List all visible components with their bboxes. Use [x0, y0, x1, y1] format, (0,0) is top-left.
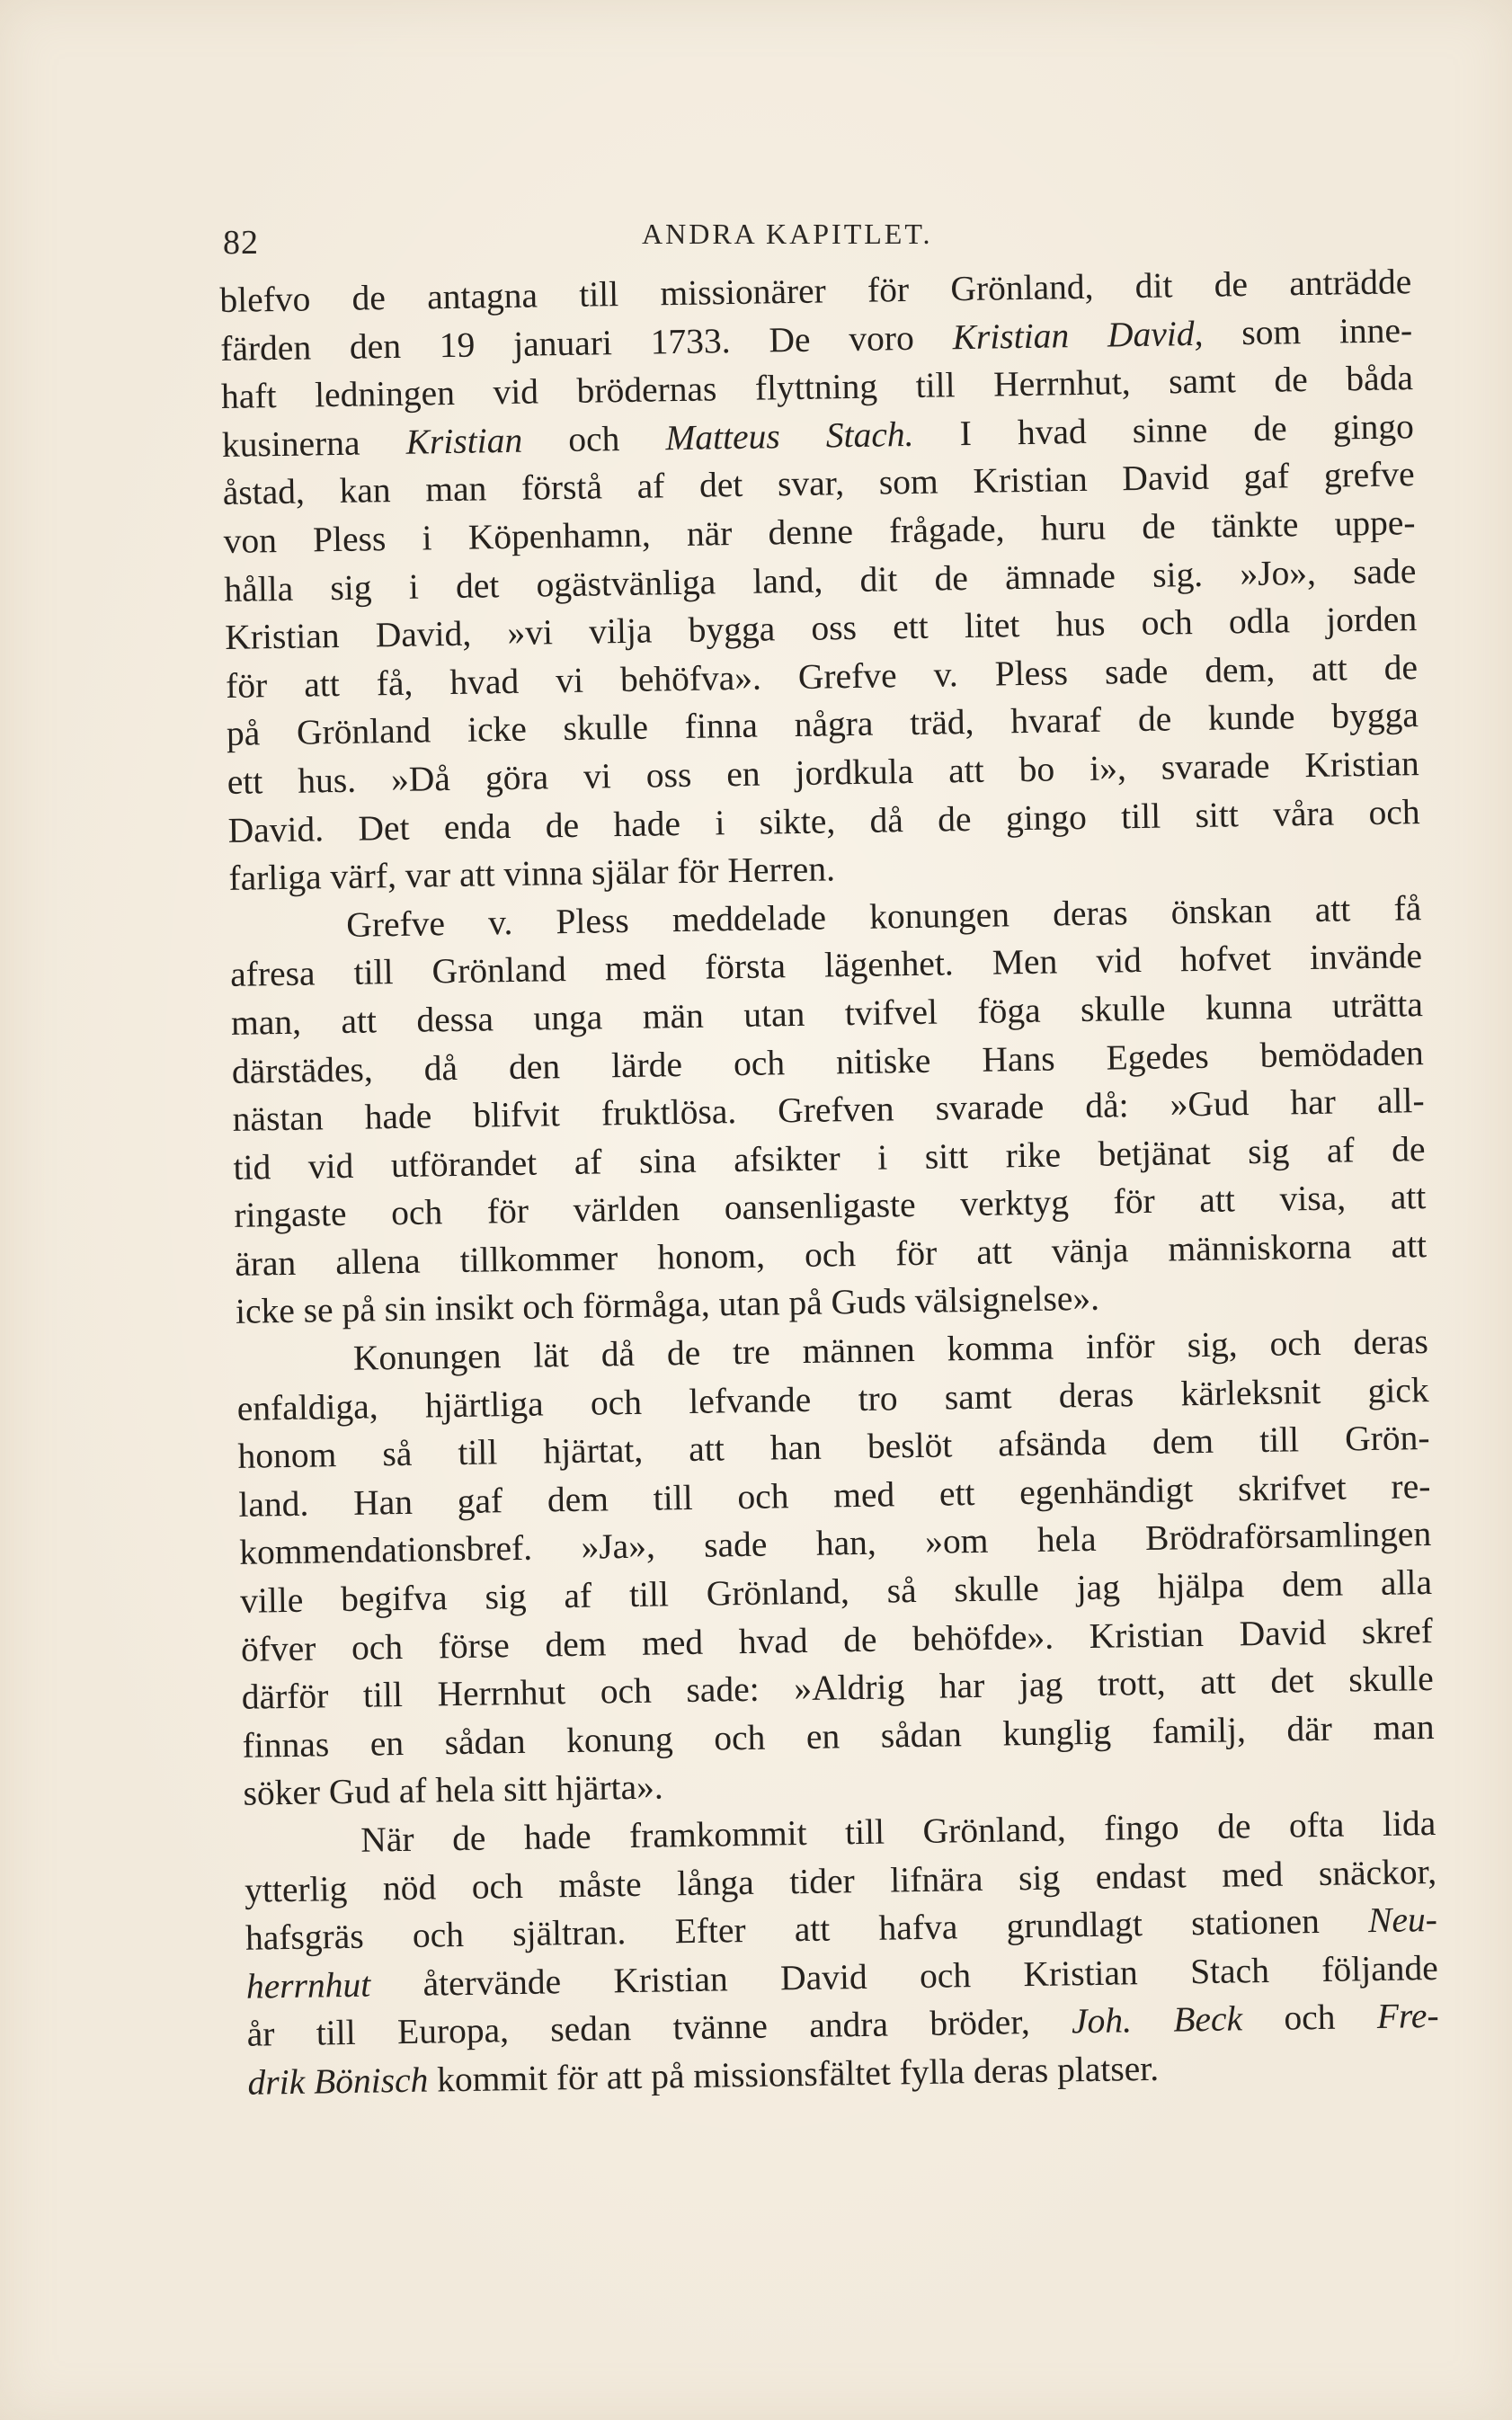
line-text: icke se på sin insikt och förmåga, utan på Guds välsignelse». — [235, 1278, 1100, 1332]
italic-name: Kristian David, — [952, 313, 1204, 357]
line-text: blefvo de antagna till missionärer för Grönland, dit de anträdde — [219, 262, 1412, 320]
line-text: afresa till Grönland med första lägenhet. Men vid hofvet invände — [229, 936, 1423, 995]
line-text: honom så till hjärtat, att han beslöt afsända dem till Grön- — [237, 1418, 1430, 1477]
line-text: åstad, kan man förstå af det svar, som Kristian David gaf grefve — [222, 454, 1415, 513]
line-text: Kristian David, »vi vilja bygga oss ett litet hus och odla jorden — [224, 599, 1418, 658]
line-text: som inne- — [1203, 309, 1413, 353]
line-text: Konungen lät då de tre männen komma inför sig, och deras — [352, 1321, 1429, 1378]
line-text: äran allena tillkommer honom, och för att vänja människorna att — [234, 1224, 1428, 1284]
line-text: nästan hade blifvit fruktlösa. Grefven svarade då: »Gud har all- — [232, 1081, 1425, 1139]
line-text: öfver och förse dem med hvad de behöfde». Kristian David skref — [240, 1610, 1434, 1669]
italic-name: Fre- — [1376, 1996, 1439, 2037]
line-text: haft ledningen vid brödernas flyttning till Herrnhut, samt de båda — [220, 358, 1414, 417]
line-text: När de hade framkommit till Grönland, fingo de ofta lida — [360, 1802, 1436, 1860]
running-head — [219, 214, 1411, 268]
line-text: land. Han gaf dem till och med ett egenhändigt skrifvet re- — [238, 1465, 1431, 1525]
line-text: på Grönland icke skulle finna några träd, hvaraf de kunde bygga — [226, 695, 1419, 754]
line-text: finnas en sådan konung och en sådan kunglig familj, där man — [242, 1706, 1435, 1766]
line-text: I hvad sinne de gingo — [913, 405, 1415, 454]
line-text: färden den 19 januari 1733. De voro — [219, 316, 953, 369]
italic-name: Joh. Beck — [1071, 1998, 1243, 2042]
line-text: ytterlig nöd och måste långa tider lifnära sig endast med snäckor, — [244, 1851, 1437, 1910]
line-text: man, att dessa unga män utan tvifvel föga skulle kunna uträtta — [230, 983, 1424, 1043]
page-number: 82 — [223, 224, 259, 262]
line-text: David. Det enda de hade i sikte, då de gingo till sitt våra och — [227, 791, 1420, 850]
line-text: enfaldiga, hjärtliga och lefvande tro samt deras kärleksnit gick — [236, 1369, 1429, 1428]
line-text: och — [521, 418, 666, 460]
italic-name: herrnhut — [245, 1964, 371, 2006]
line-text: ett hus. »Då göra vi oss en jordkula att bo i», svarade Kristian — [227, 743, 1420, 802]
line-text: ville begifva sig af till Grönland, så skulle jag hjälpa dem alla — [239, 1562, 1433, 1621]
line-text: söker Gud af hela sitt hjärta». — [243, 1766, 664, 1814]
line-text: och — [1241, 1997, 1378, 2039]
line-text: hålla sig i det ogästvänliga land, dit de ämnade sig. »Jo», sade — [224, 550, 1417, 609]
line-text: tid vid utförandet af sina afsikter i sitt rike betjänat sig af de — [233, 1128, 1426, 1188]
italic-name: Kristian — [405, 420, 523, 462]
italic-name: drik Bönisch — [247, 2060, 429, 2103]
italic-name: Neu- — [1367, 1900, 1438, 1941]
line-text: återvände Kristian David och Kristian Stach följande — [369, 1947, 1439, 2005]
line-text: år till Europa, sedan tvänne andra bröder, — [246, 2001, 1072, 2055]
line-text: ringaste och för världen oansenligaste verktyg för att visa, att — [234, 1177, 1427, 1236]
line-text: Grefve v. Pless meddelade konungen deras önskan att få — [345, 887, 1422, 945]
line-text: kommendationsbref. »Ja», sade han, »om hela Brödraförsamlingen — [238, 1514, 1432, 1573]
line-text: von Pless i Köpenhamn, när denne frågade, huru de tänkte uppe- — [223, 503, 1416, 561]
italic-name: Matteus Stach. — [665, 414, 914, 458]
line-text: hafsgräs och själtran. Efter att hafva grundlagt stationen — [245, 1900, 1369, 1958]
line-text: kommit för att på missionsfältet fylla deras platser. — [427, 2048, 1160, 2100]
chapter-title: ANDRA KAPITLET. — [642, 218, 933, 250]
line-text: för att få, hvad vi behöfva». Grefve v. Pless sade dem, att de — [225, 646, 1419, 706]
line-text: kusinerna — [221, 422, 406, 465]
body-text — [219, 258, 1440, 2107]
line-text: därstädes, då den lärde och nitiske Hans Egedes bemödaden — [231, 1032, 1425, 1091]
line-text: farliga värf, var att vinna själar för Herren. — [228, 849, 836, 899]
line-text: därför till Herrnhut och sade: »Aldrig har jag trott, att det skulle — [241, 1659, 1435, 1718]
